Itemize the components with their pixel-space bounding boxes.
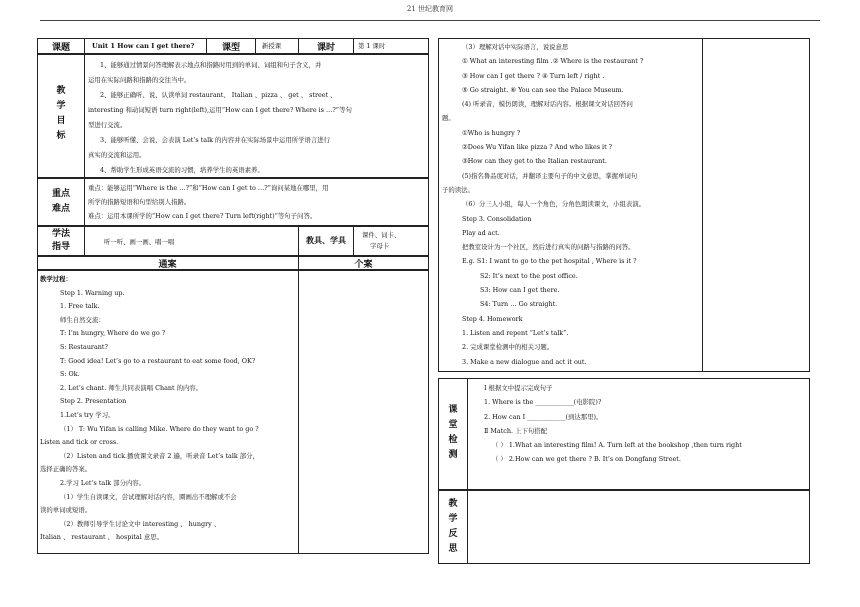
label-part: 难点 xyxy=(51,204,70,214)
process-line: Step 3. Consolidation xyxy=(462,214,532,223)
cell-divider xyxy=(298,270,429,554)
label-part: 指导 xyxy=(51,242,70,252)
label-char: 测 xyxy=(448,450,458,460)
label-part: 重点 xyxy=(51,189,70,199)
test-label xyxy=(446,403,460,463)
process-line: T: Good idea! Let’s go to a restaurant to eat some food, OK? xyxy=(60,356,256,365)
keypoint-line: 难点：运用本课所学的“How can I get there? Turn left(right)”等句子问答。 xyxy=(88,212,317,220)
process-line: Step 1. Warning up. xyxy=(60,288,125,297)
type-value: 新授课 xyxy=(262,42,282,50)
process-line: （1）学生自读课文，尝试理解对话内容，圈画出不理解或不会 xyxy=(60,492,237,501)
process-line: （6）分三人小组，每人一个角色，分角色朗读课文，小组表演。 xyxy=(462,200,646,209)
label-char: 课 xyxy=(448,405,458,415)
process-line: 3. Make a new dialogue and act it out. xyxy=(462,357,587,366)
process-line: 1. Free talk. xyxy=(60,302,100,311)
process-line: 把教室设计为一个社区，然后进行真实的问路与指路的问答。 xyxy=(462,243,635,252)
process-left-text xyxy=(40,273,296,545)
test-line: 1. Where is the ____________(电影院)? xyxy=(484,398,602,407)
label-char: 学 xyxy=(56,101,66,111)
tools-line: 课件、词卡、 xyxy=(362,231,401,239)
keypoints-text xyxy=(88,181,426,223)
goals-text xyxy=(88,58,426,178)
test-text xyxy=(472,381,806,467)
goal-line: 1、能够通过情景问答理解表示地点和指路时用到的单词、词组和句子含义，并 xyxy=(100,61,322,69)
process-line: S: Restaurant? xyxy=(60,342,108,351)
process-line: 教学过程： xyxy=(40,275,72,283)
plan-header-left: 通案 xyxy=(158,260,177,270)
label-char: 教 xyxy=(448,499,458,509)
test-line: Ⅱ Match. 上下句搭配 xyxy=(484,426,548,435)
plan-header-right: 个案 xyxy=(354,260,373,270)
process-line: T: I’m hungry, Where do we go ? xyxy=(60,329,166,338)
process-line: （3）理解对话中实际语言，说说意思 xyxy=(462,43,569,51)
process-line: 读的单词或短语。 xyxy=(40,506,92,515)
keypoint-line: 重点：能够运用“Where is the …?”和“How can I get to …?”询问某地在哪里，用 xyxy=(88,184,329,192)
goal-line: 4、帮助学生形成英语交流的习惯，培养学生的英语素养。 xyxy=(100,166,264,174)
test-line: 2. How can I ____________(到达那里)。 xyxy=(484,412,603,421)
cell-divider xyxy=(702,38,810,372)
label-char: 目 xyxy=(56,116,66,126)
goal-line: 2、能够正确听、说、认读单词 restaurant、 Italian 、pizza 、 get 、 street 、 xyxy=(100,91,337,99)
process-line: Play ad act. xyxy=(462,228,500,237)
keypoints-label xyxy=(37,187,85,217)
label-char: 教 xyxy=(56,86,66,96)
process-line: ①Who is hungry ? xyxy=(462,128,521,137)
process-line: ③How can they get to the Italian restaurant. xyxy=(462,157,607,166)
goals-label xyxy=(54,84,68,144)
process-line: （1） T: Wu Yifan is calling Mike. Where do they want to go ? xyxy=(60,424,259,433)
topic-label: 课题 xyxy=(51,43,70,53)
goal-line: 型进行交流。 xyxy=(88,121,127,129)
goal-line: 运用在实际问路和指路的交往当中。 xyxy=(88,76,191,84)
methods-text: 听一听、画一画、唱一唱 xyxy=(104,238,175,246)
process-line: Step 2. Presentation xyxy=(60,397,127,406)
type-label: 课型 xyxy=(221,43,240,53)
process-line: ②Does Wu Yifan like pizza ? And who likes it ? xyxy=(462,143,613,152)
process-line: 1. Listen and repent “Let’s talk”. xyxy=(462,328,569,337)
label-char: 堂 xyxy=(448,420,458,430)
process-line: S2: It’s next to the post office. xyxy=(480,271,578,280)
process-line: ① What an interesting film .② Where is the restaurant ? xyxy=(462,57,644,66)
process-line: （2）教师引导学生讨论文中 interesting 、 hungry 、 xyxy=(60,519,221,528)
process-line: Step 4. Homework xyxy=(462,314,523,323)
process-line: 题。 xyxy=(442,114,455,123)
test-line: （ ） 1.What an interesting film! A. Turn left at the bookshop ,then turn right xyxy=(492,441,742,450)
process-line: S3: How can I get there. xyxy=(480,286,560,295)
methods-label xyxy=(37,228,85,254)
reflection-label xyxy=(446,497,460,557)
label-char: 标 xyxy=(56,131,66,141)
test-line: Ⅰ 根据文中提示完成句子 xyxy=(484,384,553,392)
process-line: ③ How can I get there ? ④ Turn left / right . xyxy=(462,71,605,80)
process-line: （2）Listen and tick.播放课文录音 2 遍，听录音 Let’s talk 部分， xyxy=(60,451,259,460)
site-header: 21 世纪教育网 xyxy=(406,5,454,13)
goal-line: 3、能够听懂、会说、会表演 Let’s talk 的内容并在实际场景中运用所学语言进行 xyxy=(100,136,331,144)
period-value: 第 1 课时 xyxy=(358,42,386,50)
process-line: S4: Turn … Go straight. xyxy=(480,300,558,309)
process-line: 2. Let’s chant. 师生共同表演唱 Chant 的内容。 xyxy=(60,383,203,392)
process-line: 2. 完成课堂检测中的相关习题。 xyxy=(462,343,554,352)
goal-line: 真实的交流和运用。 xyxy=(88,151,146,159)
label-part: 学法 xyxy=(51,229,70,239)
keypoint-line: 所学的指路短语和句型给别人指路。 xyxy=(88,198,191,206)
process-line: ⑤ Go straight. ⑥ You can see the Palace Museum. xyxy=(462,85,624,94)
goal-line: interesting 和动词短语 turn right(left),运用“How can I get there? Where is …?”等句 xyxy=(88,106,352,114)
process-right-text xyxy=(442,40,700,369)
process-line: 选择正确的答案。 xyxy=(40,465,92,474)
tools-text xyxy=(362,230,400,252)
process-line: 师生自然交流： xyxy=(60,315,105,324)
process-line: (4) 听录音，模仿朗读，理解对话内容。根据课文对话回答问 xyxy=(462,100,633,109)
process-line: Listen and tick or cross. xyxy=(40,438,119,447)
process-line: S: Ok. xyxy=(60,370,80,379)
process-line: (5)指名鲁品度对话，并翻译主要句子的中文意思，掌握单词句 xyxy=(462,171,638,180)
process-line: Italian 、 restaurant 、 hospital 意思。 xyxy=(40,533,163,542)
period-label: 课时 xyxy=(316,43,335,53)
label-char: 学 xyxy=(448,514,458,524)
tools-label: 教具、学具 xyxy=(306,235,346,245)
header-rule xyxy=(40,20,820,21)
topic-value: Unit 1 How can I get there? xyxy=(92,42,195,50)
process-line: E.g. S1: I want to go to the pet hospital , Where is it ? xyxy=(462,257,637,266)
process-line: 1.Let’s try 学习。 xyxy=(60,410,115,419)
row-reflection xyxy=(438,490,810,564)
process-line: 2.学习 Let’s talk 部分内容。 xyxy=(60,478,146,487)
label-char: 检 xyxy=(448,435,458,445)
test-line: （ ） 2.How can we get there ? B. It’s on Dongfang Street. xyxy=(492,455,681,464)
process-line: 子的读法。 xyxy=(442,185,474,194)
label-char: 反 xyxy=(448,529,458,539)
tools-line: 字母卡 xyxy=(370,242,390,250)
label-char: 思 xyxy=(448,544,458,554)
